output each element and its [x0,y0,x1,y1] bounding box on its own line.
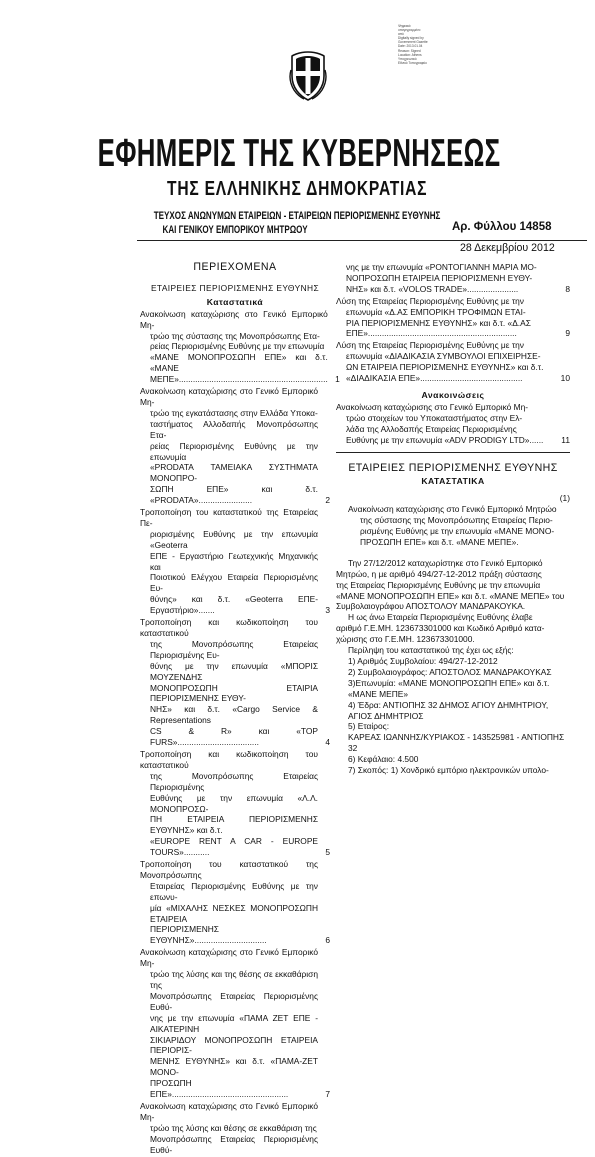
contents-page-number: 9 [565,328,570,339]
signature-line: Government Gazette [398,40,428,45]
contents-entry-line: ΜΕΠΕ»................................................................ [150,374,328,385]
contents-entry-text [336,296,558,340]
contents-entry-line: Ανακοίνωση καταχώρισης στο Γενικό Εμπορικό Μη- [336,401,529,412]
signature-line: Reason: Signed [398,48,421,53]
announcements-heading: Ανακοινώσεις [421,389,485,400]
notice-line: 3)Επωνυμία: «ΜΑΝΕ ΜΟΝΟΠΡΟΣΩΠΗ ΕΠΕ» και δ.τ. [348,677,550,688]
contents-left-column [140,261,340,1157]
contents-entry[interactable] [140,308,340,385]
contents-entry-line: τρώο στοιχείων του Υποκαταστήματος στην Ελ- [346,412,523,423]
contents-entry-line: Ανακοίνωση καταχώρισης στο Γενικό Εμπορικό Μη- [140,386,318,407]
notice-line: 1) Αριθμός Συμβολαίου: 494/27-12-2012 [348,656,498,666]
contents-entry-text [140,309,328,385]
signature-line: Date: 2013.01.04 [398,44,423,49]
contents-entry-line: Μονοπρόσωπης Εταιρείας Περιορισμένης Ευθύ- [150,990,318,1012]
notice-line: της σύστασης της Μονοπρόσωπης Εταιρείας Περιο- [360,515,553,526]
contents-page-number: 10 [560,373,570,384]
issue-type-line-2: ΚΑΙ ΓΕΝΙΚΟΥ ΕΜΠΟΡΙΚΟΥ ΜΗΤΡΩΟΥ [162,224,308,236]
notice-line: Η ως άνω Εταιρεία Περιορισμένης Ευθύνης έλαβε [348,612,533,623]
contents-entry-line: νης με την επωνυμία «ΠΑΜΑ ΖΕΤ ΕΠΕ - ΑΙΚΑΤΕΡΙΝΗ [150,1012,318,1034]
contents-entry-line: ΜΟΝΟΠΡΟΣΩΠΗ ΕΤΑΙΡΙΑ ΠΕΡΙΟΡΙΣΜΕΝΗΣ ΕΥΘΥ- [150,682,318,704]
contents-entry-line: «ΜΑΝΕ ΜΟΝΟΠΡΟΣΩΠΗ ΕΠΕ» και δ.τ. «ΜΑΝΕ [150,352,328,374]
contents-entry-line: Τροποποίηση και κωδικοποίηση του καταστατικού [140,617,318,638]
contents-page-number: 6 [325,935,330,946]
contents-entry-line: Ευθύνης με την επωνυμία «Λ.Λ. ΜΟΝΟΠΡΟΣΩ- [150,792,318,814]
notice-paragraph-2 [336,612,570,645]
contents-entry-text [140,386,318,506]
contents-entry-line: ΡΙΑ ΠΕΡΙΟΡΙΣΜΕΝΗΣ ΕΥΘΥΝΗΣ» και δ.τ. «Δ.ΑΣ [346,317,531,328]
column-divider [336,452,570,453]
contents-entry-line: Εταιρείας Περιορισμένης Ευθύνης με την επωνυ- [150,880,318,902]
body-subsection: ΚΑΤΑΣΤΑΤΙΚΑ [421,476,485,487]
notice-line: αριθμό Γ.Ε.ΜΗ. 123673301000 και Κωδικό Αριθμό κατα- [336,623,545,634]
contents-entry-line: ΠΗ ΕΤΑΙΡΕΙΑ ΠΕΡΙΟΡΙΣΜΕΝΗΣ ΕΥΘΥΝΗΣ» και δ.τ. [150,814,318,836]
contents-entry[interactable] [336,262,570,295]
contents-entry-line: Ανακοίνωση καταχώρισης στο Γενικό Εμπορικό Μη- [140,947,318,969]
notice-line: ΑΓΙΟΣ ΔΗΜΗΤΡΙΟΣ [348,710,424,721]
contents-entry-line: Μονοπρόσωπης Εταιρείας Περιορισμένης Ευθύ- [150,1133,318,1155]
contents-entry-line: ρείας Περιορισμένης Ευθύνης με την επωνυμία [150,341,325,352]
contents-entry-line: της Μονοπρόσωπης Εταιρείας Περιορισμένης [150,770,318,792]
contents-entry-text [140,507,318,616]
contents-entry-line: Ευθύνης με την επωνυμία «ADV PRODIGY LTD»...... [346,434,544,445]
signature-line: υπογεγραμμένο [398,28,421,33]
notice-line: 4) Έδρα: ΑΝΤΙΟΠΗΣ 32 ΔΗΜΟΣ ΑΓΙΟΥ ΔΗΜΗΤΡΙΟΥ, [348,699,549,710]
contents-subsection: Καταστατικά [206,296,264,307]
contents-entry-line: CS & R» και «TOP FURS»................................... [150,726,318,748]
contents-entry-line: θύνης» και δ.τ. «Geoterra ΕΠΕ-Εργαστήριο»....... [150,594,318,616]
contents-entry-line: Τροποποίηση του καταστατικού της Μονοπρόσωπης [140,859,318,880]
contents-entry-line: ΕΠΕ»................................................................ [346,328,517,339]
notice-intro [336,504,570,548]
issue-date: 28 Δεκεμβρίου 2012 [460,242,555,254]
contents-entry-line: Ανακοίνωση καταχώρισης στο Γενικό Εμπορικό Μη- [140,308,328,330]
contents-entry-line: ταστήματος Αλλοδαπής Μονοπρόσωπης Ετα- [150,418,318,440]
contents-heading: ΠΕΡΙΕΧΟΜΕΝΑ [193,261,277,273]
digital-signature-block [398,24,470,65]
contents-entry-line: ρείας Περιορισμένης Ευθύνης με την επωνυμία [150,440,318,462]
contents-entry-text [336,402,558,446]
contents-entry-line: τρώο της λύσης και θέσης σε εκκαθάριση της [150,1122,317,1133]
notice-line: ΚΑΡΕΑΣ ΙΩΑΝΝΗΣ/ΚΥΡΙΑΚΟΣ - 143525981 - ΑΝΤΙΟΠΗΣ 32 [348,732,565,754]
notice-paragraph-1 [336,558,570,613]
notice-line: 2) Συμβολαιογράφος: ΑΠΟΣΤΟΛΟΣ ΜΑΝΔΡΑΚΟΥΚΑΣ [348,666,552,677]
contents-entry-line: ριορισμένης Ευθύνης με την επωνυμία «Geoterra [150,528,318,550]
contents-entry-line: «PRODATA ΤΑΜΕΙΑΚΑ ΣΥΣΤΗΜΑΤΑ ΜΟΝΟΠΡΟ- [150,462,318,484]
contents-entry-text [336,340,558,384]
contents-page-number: 5 [325,847,330,858]
contents-entry[interactable] [336,402,570,446]
contents-entry-line: ΣΩΠΗ ΕΠΕ» και δ.τ. «PRODATA»....................... [150,484,318,506]
contents-entry-line: Λύση της Εταιρείας Περιορισμένης Ευθύνης με την [336,295,524,306]
contents-entry-line: θύνης με την επωνυμία «ΜΠΟΡΙΣ ΜΟΥΖΕΝΔΗΣ [150,660,318,682]
body-section-heading: ΕΤΑΙΡΕΙΕΣ ΠΕΡΙΟΡΙΣΜΕΝΗΣ ΕΥΘΥΝΗΣ [348,461,558,474]
notice-line: ρισμένης Ευθύνης με την επωνυμία «ΜΑΝΕ ΜΟΝΟ- [360,526,555,537]
contents-entry-line: Ποιοτικού Ελέγχου Εταιρεία Περιορισμένης Ευ- [150,572,318,594]
contents-page-number: 1 [335,374,340,385]
notice-line: ΠΡΟΣΩΠΗ ΕΠΕ» και δ.τ. «ΜΑΝΕ ΜΕΠΕ». [360,536,519,547]
notice-line: 6) Κεφάλαιο: 4.500 [348,754,419,765]
contents-entry-text [140,1101,318,1156]
signature-line: Ψηφιακά [398,24,411,28]
contents-section-heading: ΕΤΑΙΡΕΙΕΣ ΠΕΡΙΟΡΙΣΜΕΝΗΣ ΕΥΘΥΝΗΣ [150,282,320,293]
gazette-subtitle: ΤΗΣ ΕΛΛΗΝΙΚΗΣ ΔΗΜΟΚΡΑΤΙΑΣ [167,178,428,200]
right-column [336,262,570,776]
signature-line: Εθνικό Τυπογραφείο [398,60,427,65]
contents-entry-line: επωνυμία «Δ.ΑΣ ΕΜΠΟΡΙΚΗ ΤΡΟΦΙΜΩΝ ΕΤΑΙ- [346,306,526,317]
contents-entry-line: Λύση της Εταιρείας Περιορισμένης Ευθύνης με την [336,340,524,351]
contents-entry[interactable] [140,617,330,748]
contents-entry-line: Τροποποίηση και κωδικοποίηση του καταστατικού [140,748,318,770]
contents-entry-line: ΠΡΟΣΩΠΗ ΕΠΕ».................................................. [150,1078,289,1100]
contents-entry-line: λάδα της Αλλοδαπής Εταιρείας Περιορισμένης [346,423,517,434]
contents-entry[interactable] [140,386,330,506]
contents-entry-line: ΝΟΠΡΟΣΩΠΗ ΕΤΑΙΡΕΙΑ ΠΕΡΙΟΡΙΣΜΕΝΗ ΕΥΘΥ- [346,272,533,283]
contents-entry-line: Τροποποίηση του καταστατικού της Εταιρείας Πε- [140,507,318,528]
signature-line: Location: Athens [398,52,422,57]
contents-entry-text [336,262,558,295]
contents-entry-line: ΕΠΕ - Εργαστήριο Γεωτεχνικής Μηχανικής και [150,550,318,572]
notice-line: Ανακοίνωση καταχώρισης στο Γενικό Εμπορικό Μητρώο [348,504,557,515]
contents-entry-line: «EUROPE RENT A CAR - EUROPE TOURS»........... [150,836,318,858]
sheet-number: Αρ. Φύλλου 14858 [452,221,552,233]
contents-entry-line: «ΔΙΑΔΙΚΑΣΙΑ ΕΠΕ»............................................ [346,373,523,384]
contents-announcement-entry [336,402,570,446]
signature-line: Υποχρεωτικό [398,56,417,61]
item-number: (1) [559,493,570,504]
notice-line: Περίληψη του καταστατικού της έχει ως εξής: [348,645,514,656]
notice-line: Μητρώο, η με αριθμό 494/27-12-2012 πράξη σύστασης [336,568,542,579]
contents-entry-line: ΠΕΡΙΟΡΙΣΜΕΝΗΣ ΕΥΘΥΝΗΣ»............................... [150,924,267,946]
notice-line: της Εταιρείας Περιορισμένης Ευθύνης με την επωνυμία [336,579,541,590]
notice-line: 5) Εταίρος: [348,721,390,732]
contents-page-number: 4 [325,737,330,748]
notice-line: «ΜΑΝΕ ΜΕΠΕ» [348,688,409,699]
signature-line: Digitally signed by [398,36,424,41]
contents-page-number: 11 [561,434,570,445]
contents-entry-line: νης με την επωνυμία «ΡΟΝΤΟΓΙΑΝΝΗ ΜΑΡΙΑ ΜΟ- [346,262,537,272]
contents-entry[interactable] [140,859,330,946]
contents-entry[interactable] [336,296,570,340]
notice-line: Την 27/12/2012 καταχωρίστηκε στο Γενικό Εμπορικό [348,557,543,568]
contents-entry[interactable] [140,1101,330,1156]
contents-page-number: 3 [325,605,330,616]
contents-list-right [336,262,570,384]
contents-entry-text [140,617,318,748]
contents-entry-line: μία «ΜΙΧΑΛΗΣ ΝΕΣΚΕΣ ΜΟΝΟΠΡΟΣΩΠΗ ΕΤΑΙΡΕΙΑ [150,902,318,924]
notice-line: 7) Σκοπός: 1) Χονδρικό εμπόριο ηλεκτρονικών υπολο- [348,765,549,776]
contents-entry-line: Ανακοίνωση καταχώρισης στο Γενικό Εμπορικό Μη- [140,1100,318,1122]
gazette-title: ΕΦΗΜΕΡΙΣ ΤΗΣ ΚΥΒΕΡΝΗΣΕΩΣ [97,132,501,175]
greek-coat-of-arms-emblem [288,50,328,102]
contents-entry-text [140,947,318,1100]
contents-entry-line: της Μονοπρόσωπης Εταιρείας Περιορισμένης Ευ- [150,638,318,660]
notice-line: «ΜΑΝΕ ΜΟΝΟΠΡΟΣΩΠΗ ΕΠΕ» και δ.τ. «ΜΑΝΕ ΜΕΠΕ» του [336,590,565,601]
issue-type-line-1: ΤΕΥΧΟΣ ΑΝΩΝΥΜΩΝ ΕΤΑΙΡΕΙΩΝ - ΕΤΑΙΡΕΙΩΝ ΠΕΡΙΟΡΙΣΜΕΝΗΣ ΕΥΘΥΝΗΣ [153,210,441,222]
contents-list-left [140,308,340,1156]
contents-entry-line: τρώο της λύσης και της θέσης σε εκκαθάριση της [150,969,318,990]
contents-entry[interactable] [140,507,330,616]
contents-entry-line: τρώο της σύστασης της Μονοπρόσωπης Ετα- [150,330,320,341]
contents-entry[interactable] [336,340,570,384]
contents-entry-text [140,859,318,946]
contents-entry-line: επωνυμία «ΔΙΑΔΙΚΑΣΙΑ ΣΥΜΒΟΥΛΟΙ ΕΠΙΧΕΙΡΗΣΕ- [346,351,541,362]
contents-page-number: 8 [565,283,570,294]
contents-entry-line: τρώο της εγκατάστασης στην Ελλάδα Υποκα- [150,407,318,418]
notice-articles-summary [336,645,570,776]
contents-entry[interactable] [140,947,330,1100]
contents-entry-line: ΩΝ ΕΤΑΙΡΕΙΑ ΠΕΡΙΟΡΙΣΜΕΝΗΣ ΕΥΘΥΝΗΣ» και δ.τ. [346,362,544,373]
contents-page-number: 2 [325,495,330,506]
notice-line: Συμβολαιογράφου ΑΠΟΣΤΟΛΟΥ ΜΑΝΔΡΑΚΟΥΚΑ. [336,601,526,612]
header-divider [137,240,587,241]
contents-entry-line: ΜΕΝΗΣ ΕΥΘΥΝΗΣ» και δ.τ. «ΠΑΜΑ-ΖΕΤ ΜΟΝΟ- [150,1056,318,1078]
signature-line: από [398,32,404,37]
contents-page-number: 7 [325,1089,330,1100]
contents-entry-line: ΝΗΣ» και δ.τ. «Cargo Service & Representations [150,704,318,726]
contents-entry-line: ΝΗΣ» και δ.τ. «VOLOS TRADE»...................... [346,283,519,294]
contents-entry-line: ΣΙΚΙΑΡΙΔΟΥ ΜΟΝΟΠΡΟΣΩΠΗ ΕΤΑΙΡΕΙΑ ΠΕΡΙΟΡΙΣ- [150,1034,318,1056]
notice-line: χώρισης στο Γ.Ε.ΜΗ. 123673301000. [336,634,475,645]
